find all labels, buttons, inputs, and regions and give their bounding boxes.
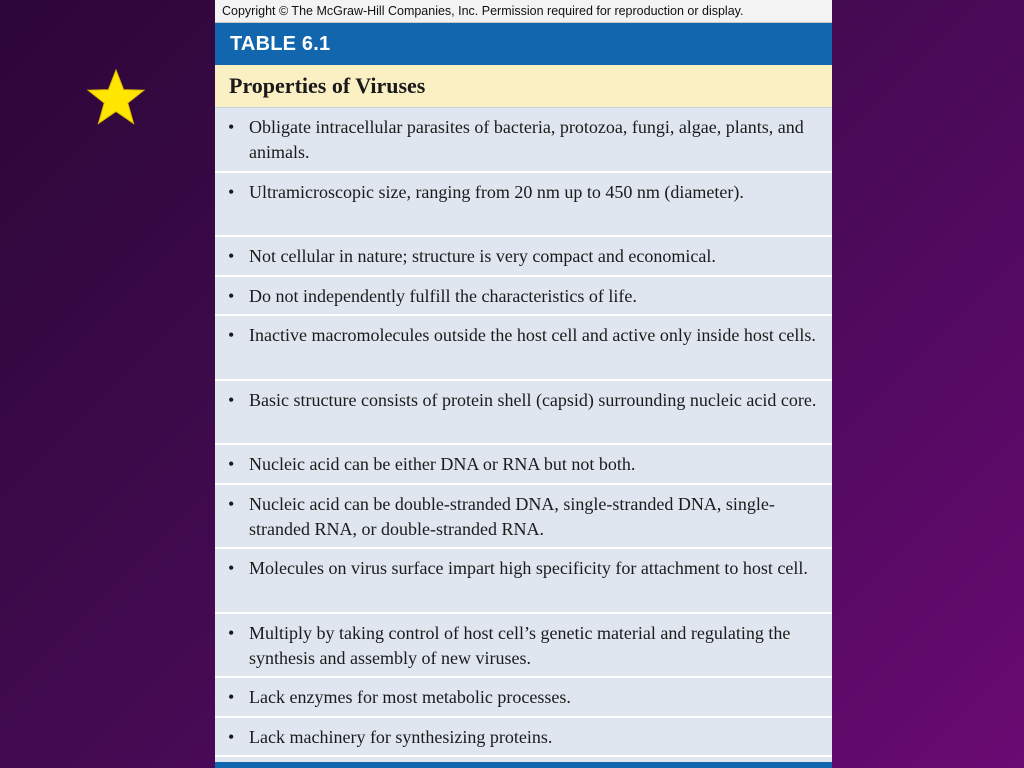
star-icon	[86, 68, 146, 126]
list-item-text: Multiply by taking control of host cell’s genetic material and regulating the synthesis and assembly of new viruses.	[249, 622, 791, 668]
list-item-text: Inactive macromolecules outside the host cell and active only inside host cells.	[249, 325, 816, 345]
list-item: • Lack machinery for synthesizing proteins.	[215, 718, 832, 758]
table-title: Properties of Viruses	[215, 65, 832, 108]
list-item-text: Lack enzymes for most metabolic processes.	[249, 687, 571, 707]
property-list	[215, 108, 832, 757]
list-item-text: Ultramicroscopic size, ranging from 20 nm up to 450 nm (diameter).	[249, 181, 744, 202]
copyright-notice: Copyright © The McGraw-Hill Companies, Inc. Permission required for reproduction or display.	[215, 0, 832, 23]
list-item-text: Obligate intracellular parasites of bacteria, protozoa, fungi, algae, plants, and animals.	[249, 117, 804, 162]
table-label: TABLE 6.1	[215, 23, 832, 65]
list-item: • Nucleic acid can be either DNA or RNA but not both.	[215, 445, 832, 485]
list-item-text: Do not independently fulfill the characteristics of life.	[249, 285, 637, 306]
list-item-text: Nucleic acid can be either DNA or RNA but not both.	[249, 454, 636, 474]
list-item: • Nucleic acid can be double-stranded DNA, single-stranded DNA, single-stranded RNA, or double-stranded RNA.	[215, 485, 832, 550]
table-bottom-border	[215, 762, 832, 768]
list-item: • Ultramicroscopic size, ranging from 20 nm up to 450 nm (diameter).	[215, 173, 832, 238]
list-item-text: Not cellular in nature; structure is very compact and economical.	[249, 246, 716, 266]
list-item-text: Basic structure consists of protein shell (capsid) surrounding nucleic acid core.	[249, 389, 817, 410]
list-item: • Molecules on virus surface impart high specificity for attachment to host cell.	[215, 549, 832, 614]
list-item: • Inactive macromolecules outside the host cell and active only inside host cells.	[215, 316, 832, 381]
list-item-text: Lack machinery for synthesizing proteins.	[249, 726, 553, 747]
list-item: • Do not independently fulfill the characteristics of life.	[215, 277, 832, 317]
list-item: • Lack enzymes for most metabolic processes.	[215, 678, 832, 718]
list-item-text: Nucleic acid can be double-stranded DNA, single-stranded DNA, single-stranded RNA, or double-stranded RNA.	[249, 493, 775, 539]
properties-table	[215, 0, 832, 768]
list-item-text: Molecules on virus surface impart high specificity for attachment to host cell.	[249, 558, 808, 578]
list-item: • Not cellular in nature; structure is very compact and economical.	[215, 237, 832, 277]
list-item: • Multiply by taking control of host cell’s genetic material and regulating the synthesis and assembly of new viruses.	[215, 614, 832, 679]
list-item: • Obligate intracellular parasites of bacteria, protozoa, fungi, algae, plants, and animals.	[215, 108, 832, 173]
list-item: • Basic structure consists of protein shell (capsid) surrounding nucleic acid core.	[215, 381, 832, 446]
